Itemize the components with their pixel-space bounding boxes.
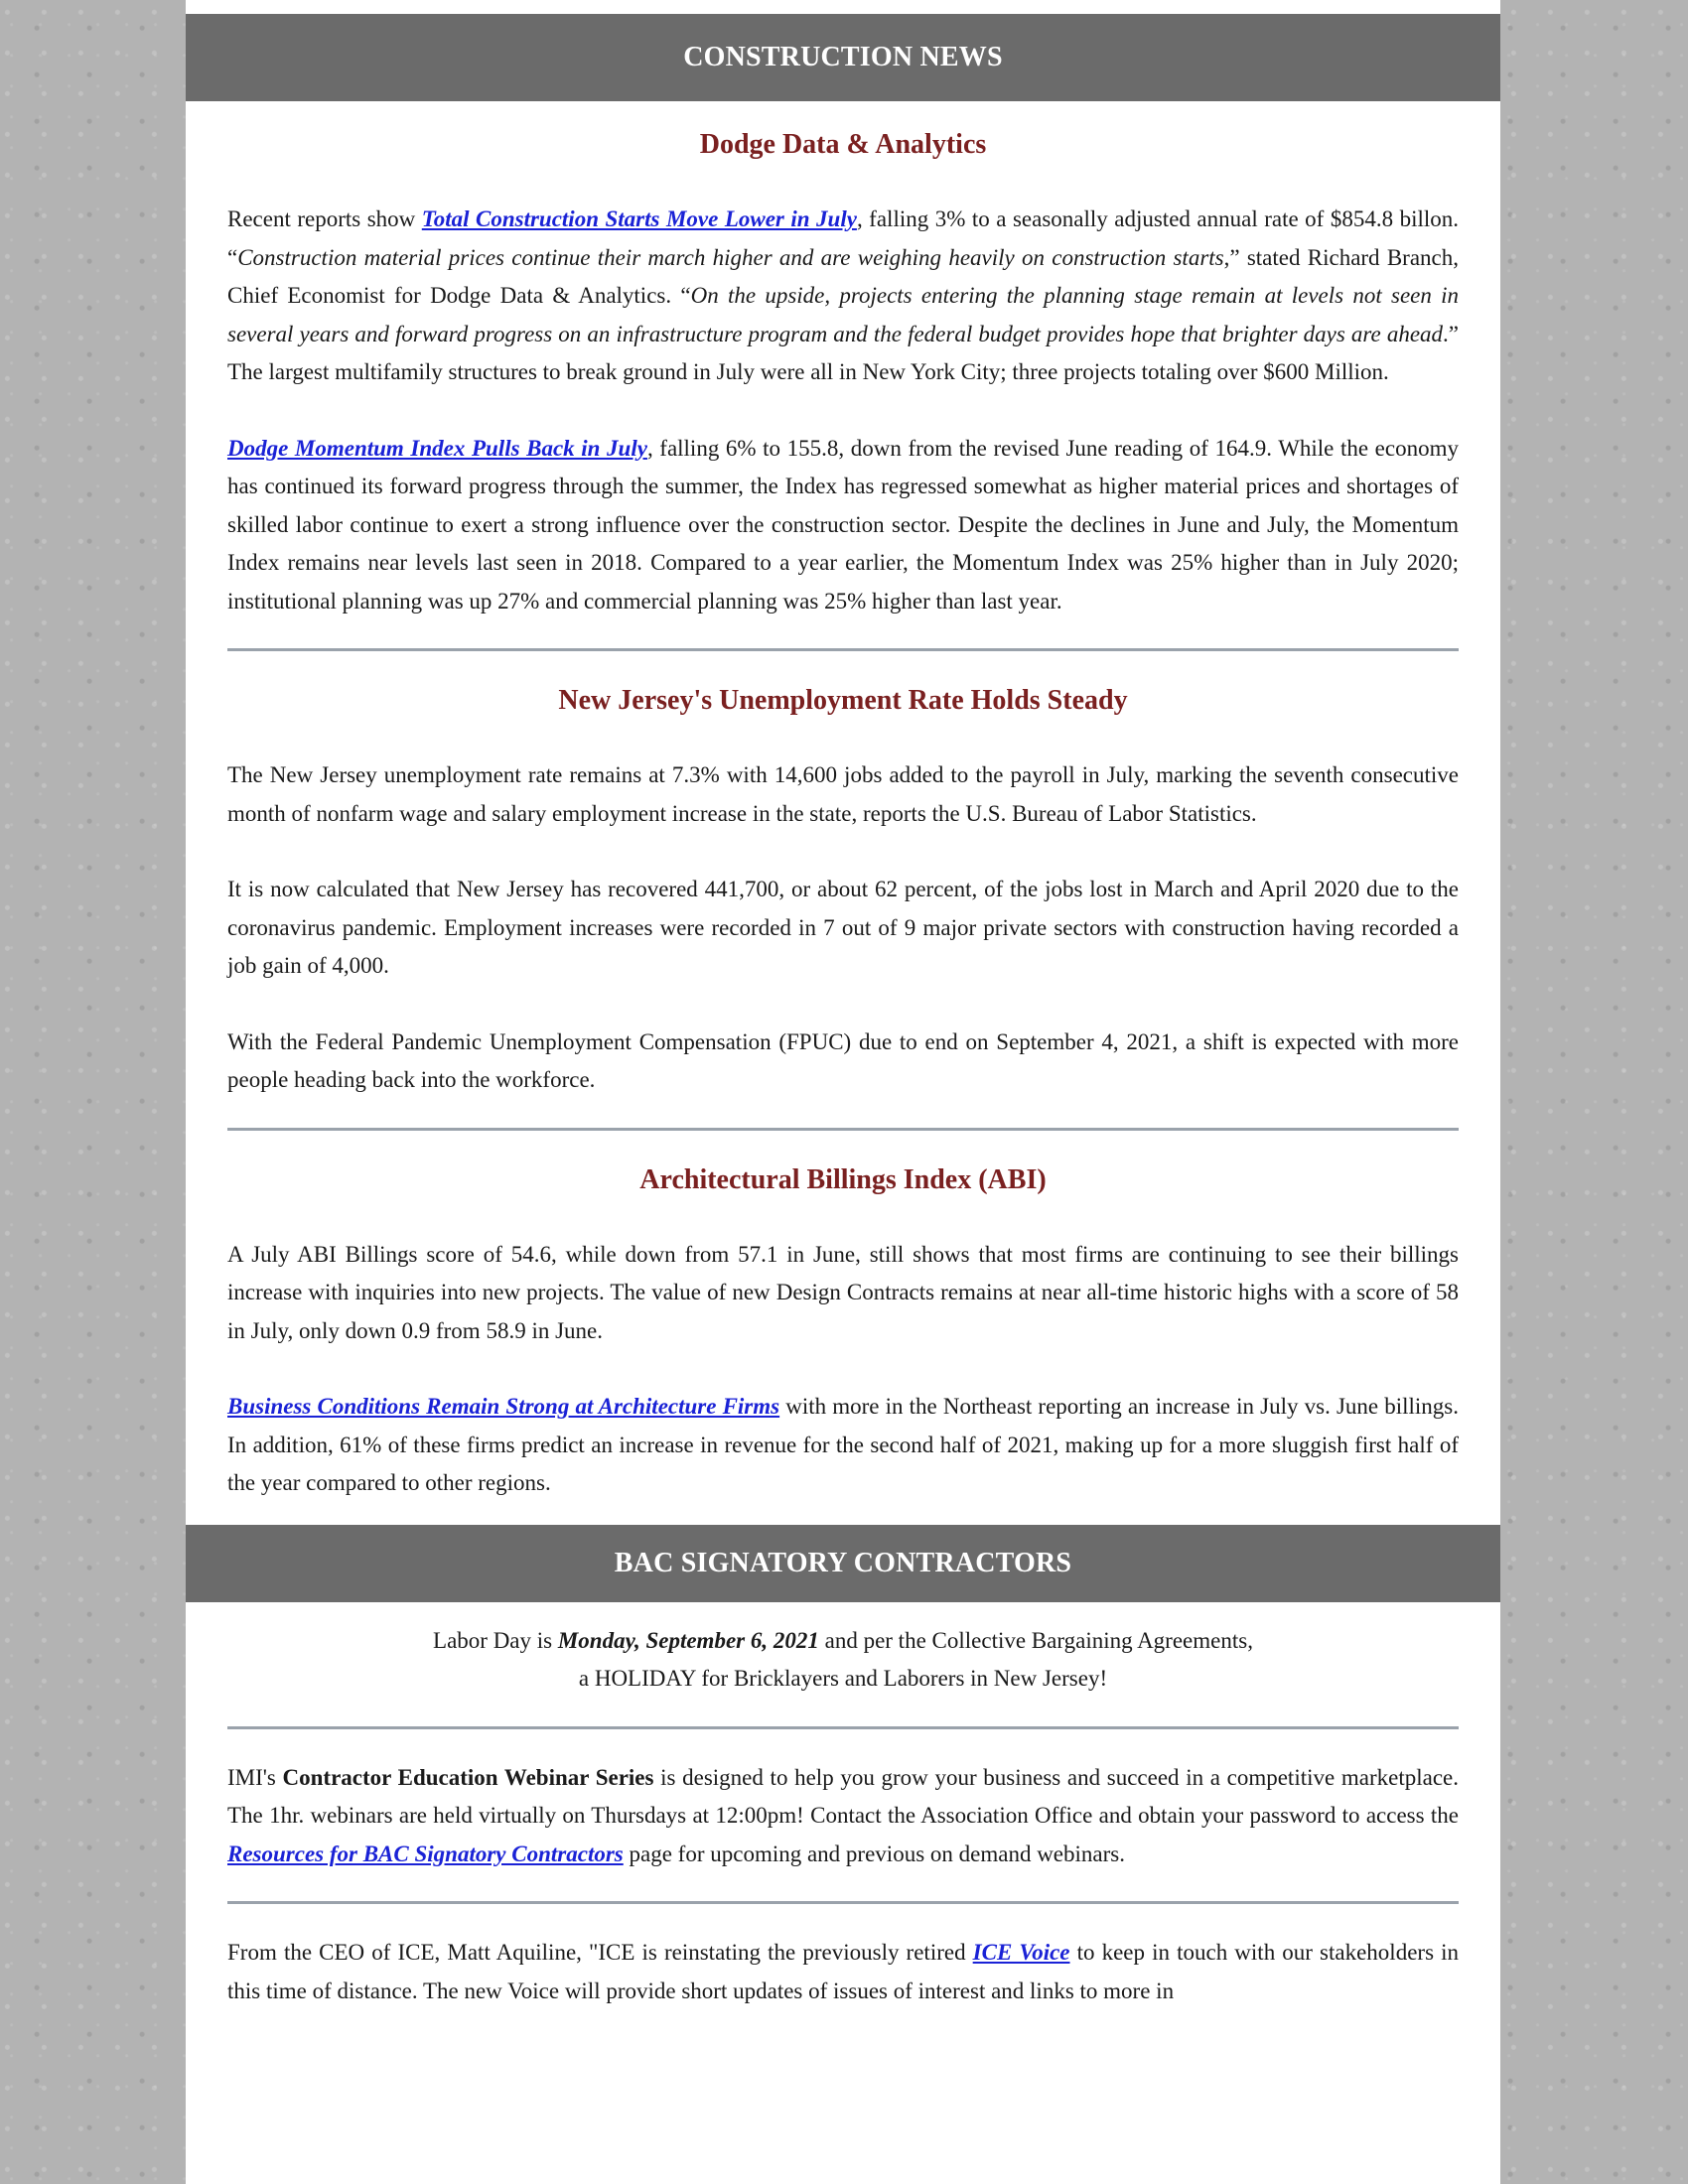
ice-voice-link[interactable]: ICE Voice — [972, 1940, 1070, 1965]
dodge-paragraph-1 — [227, 201, 1459, 392]
nj-paragraph-2: It is now calculated that New Jersey has recovered 441,700, or about 62 percent, of the jobs lost in March and April 2020 due to the coronavirus pandemic. Employment increases were recorded in 7 out of 9 major private sectors with construction having recorded a job gain of 4,000. — [227, 877, 1459, 978]
section-divider — [227, 1128, 1459, 1131]
imi-webinar-paragraph — [227, 1759, 1459, 1874]
section-divider — [227, 648, 1459, 651]
newsletter-page — [186, 0, 1500, 2184]
nj-section-title: New Jersey's Unemployment Rate Holds Steady — [558, 685, 1128, 716]
text: Labor Day is — [433, 1627, 558, 1653]
bac-signatory-banner: BAC SIGNATORY CONTRACTORS — [186, 1525, 1500, 1602]
abi-paragraph-2 — [227, 1388, 1459, 1503]
total-construction-starts-link[interactable]: Total Construction Starts Move Lower in July — [421, 206, 857, 231]
text: with more in the Northeast reporting an increase in July vs. June billings. In addition, 61% of these firms predict an increase in revenue for the second half of 2021, making up for a more sluggish first half of the year compared to other regions. — [227, 1394, 1459, 1495]
abi-paragraph-1: A July ABI Billings score of 54.6, while down from 57.1 in June, still shows that most firms are continuing to see their billings increase with inquiries into new projects. The value of new Design Contracts remains at near all-time historic highs with a score of 58 in July, only down 0.9 from 58.9 in June. — [227, 1241, 1459, 1343]
text: and per the Collective Bargaining Agreements, — [818, 1627, 1253, 1653]
labor-day-date: Monday, September 6, 2021 — [557, 1627, 819, 1653]
abi-section-title: Architectural Billings Index (ABI) — [639, 1163, 1047, 1195]
nj-paragraph-1: The New Jersey unemployment rate remains at 7.3% with 14,600 jobs added to the payroll in July, marking the seventh consecutive month of nonfarm wage and salary employment increase in the state, reports the U.S. Bureau of Labor Statistics. — [227, 762, 1459, 826]
text: is designed to help you grow your business and succeed in a competitive marketplace. The 1hr. webinars are held virtually on Thursdays at 12:00pm! Contact the Association Office and obtain your password to access the — [227, 1764, 1459, 1828]
branch-quote-2: On the upside, projects entering the planning stage remain at levels not seen in several years and forward progress on an infrastructure program and the federal budget provides hope that brighter days are ahead — [227, 283, 1460, 346]
dodge-section-title: Dodge Data & Analytics — [699, 129, 987, 160]
labor-day-notice — [227, 1622, 1459, 1699]
text: to keep in touch with our stakeholders in this time of distance. The new Voice will provide short updates of issues of interest and links to more in — [227, 1940, 1460, 2003]
construction-news-banner: CONSTRUCTION NEWS — [186, 14, 1500, 101]
business-conditions-link[interactable]: Business Conditions Remain Strong at Architecture Firms — [227, 1394, 780, 1419]
text: Recent reports show — [227, 206, 422, 231]
branch-quote-1: Construction material prices continue their march higher and are weighing heavily on construction starts — [237, 244, 1224, 270]
ice-voice-paragraph — [227, 1934, 1459, 2010]
construction-news-content — [186, 129, 1500, 1503]
nj-paragraph-3: With the Federal Pandemic Unemployment Compensation (FPUC) due to end on September 4, 2021, a shift is expected with more people heading back into the workforce. — [227, 1028, 1459, 1092]
text: IMI's — [227, 1764, 283, 1790]
text: From the CEO of ICE, Matt Aquiline, "ICE is reinstating the previously retired — [227, 1940, 973, 1965]
resources-bac-contractors-link[interactable]: Resources for BAC Signatory Contractors — [227, 1841, 624, 1866]
dodge-paragraph-2 — [227, 430, 1459, 621]
text: page for upcoming and previous on demand webinars. — [623, 1841, 1125, 1866]
webinar-series-name: Contractor Education Webinar Series — [282, 1764, 654, 1790]
text: a HOLIDAY for Bricklayers and Laborers in New Jersey! — [578, 1666, 1108, 1691]
text: ,” stated Richard Branch, Chief Economist for Dodge Data & Analytics. “ — [227, 244, 1459, 308]
text: , falling 3% to a seasonally adjusted annual rate of $854.8 billon. “ — [227, 206, 1459, 270]
text: , falling 6% to 155.8, down from the revised June reading of 164.9. While the economy has continued its forward progress through the summer, the Index has regressed somewhat as higher material prices and shortages of skilled labor continue to exert a strong influence over the construction sector. Despite the declines in June and July, the Momentum Index remains near levels last seen in 2018. Compared to a year earlier, the Momentum Index was 25% higher than in July 2020; institutional planning was up 27% and commercial planning was 25% higher than last year. — [227, 435, 1459, 614]
bac-content — [186, 1622, 1500, 2011]
section-divider — [227, 1726, 1459, 1729]
section-divider — [227, 1901, 1459, 1904]
text: .” The largest multifamily structures to break ground in July were all in New York City; three projects totaling over $600 Million. — [227, 321, 1459, 384]
dodge-momentum-index-link[interactable]: Dodge Momentum Index Pulls Back in July — [227, 435, 647, 461]
